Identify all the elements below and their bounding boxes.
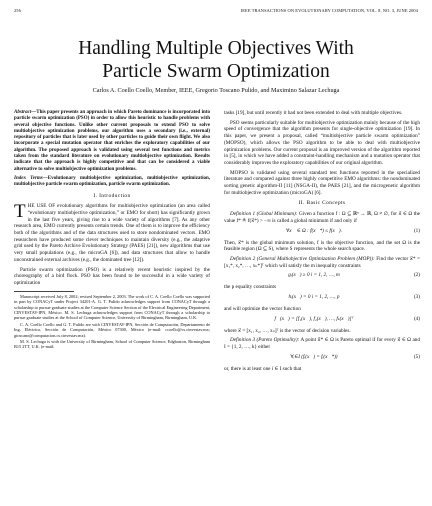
index-terms-lead: Index Terms—	[14, 175, 48, 181]
equation-5	[224, 354, 420, 363]
equation-2-body: gᵢ(x⃗) ≥ 0 i = 1, 2, …, m	[288, 272, 340, 279]
abstract-lead: Abstract—	[14, 110, 37, 115]
definition-1	[224, 211, 420, 224]
abstract	[14, 110, 210, 173]
definition-3-text: A point x⃗* ∈ Ω is Pareto optimal if for every x⃗ ∈ Ω and I = {1, 2, …, k} either	[224, 337, 420, 351]
section-heading-basic-concepts: II. Basic Concepts	[298, 200, 346, 207]
equation-4	[224, 316, 420, 325]
equation-5-body: ∀ᵢ∈I (fᵢ(x⃗) = fᵢ(x⃗*))	[290, 353, 338, 360]
equation-3-body: hᵢ(x⃗) = 0 i = 1, 2, …, p	[288, 294, 340, 301]
intro-paragraph-2: Particle swarm optimization (PSO) is a relatively recent heuristic inspired by the choreography of a bird flock. PSO has been found to be successful in a wide variety of optimization	[14, 266, 210, 286]
equality-constraints-text: the p equality constraints	[224, 284, 277, 291]
journal-header: IEEE TRANSACTIONS ON EVOLUTIONARY COMPUTATION, VOL. 8, NO. 3, JUNE 2004	[240, 8, 418, 13]
title-line-1: Handling Multiple Objectives With	[78, 38, 354, 59]
right-paragraph-3: MOPSO is validated using several standard test functions reported in the specialized literature and compared against three highly competitive EMO algorithms: the nondominated sorting genetic algorithm-II [11] (NSGA-II), the PAES [21], and the microgenetic algorithm for multiobjective optimization (microGA) [6].	[224, 169, 420, 196]
right-column	[224, 110, 420, 376]
equation-1-number: (1)	[413, 227, 420, 234]
last-line: or, there is at least one i ∈ I such that	[224, 365, 302, 372]
equation-1-body: ∀x⃗ ∈ Ω : f(x⃗*) ≤ f(x⃗).	[286, 227, 342, 234]
equation-4-number: (4)	[413, 315, 420, 322]
right-paragraph-1: tasks [19], but until recently it had not been extended to deal with multiple objectives.	[224, 110, 403, 116]
equation-1	[224, 228, 420, 237]
footnote-affiliation-1: C. A. Coello Coello and G. T. Pulido are with CINVESTAV-IPN, Sección de Computación, Departamento de Ing. Eléctrica, Sección de Computación, México 07300, México (e-mail: ccoello@cs.cinvestav.mx; gtoscano@computacion.cs.cinvestav.mx).	[14, 321, 210, 338]
definition-2	[224, 256, 420, 269]
drop-cap: T	[14, 201, 26, 223]
author-list: Carlos A. Coello Coello, Member, IEEE, Gregorio Toscano Pulido, and Maximino Salazar Lechuga	[92, 87, 340, 94]
equation-3	[224, 294, 420, 303]
definition-2-text: Find the vector x⃗* = [x₁*, x₂*, …, xₙ*]ᵀ which will satisfy the m inequality constraints	[224, 255, 420, 269]
equation-2	[224, 272, 420, 281]
definition-1-label: Definition 1 (Global Minimum):	[230, 211, 298, 218]
after-equation-1: Then, x⃗* is the global minimum solution, f is the objective function, and the set Ω is the feasible region (Ω ⊆ S), where S represents the whole search space.	[224, 239, 420, 253]
definition-3	[224, 337, 420, 350]
vector-function-text: and will optimize the vector function	[224, 306, 301, 313]
equation-3-number: (3)	[413, 294, 420, 301]
footnote-manuscript: Manuscript received July 8, 2002; revised September 2, 2003. The work of C. A. Coello Coello was supported in part by CONACyT under Project 34201-A. G. T. Pulido acknowledges support from CONACyT through a scholarship to pursue graduate studies at the Computer Science Section of the Electrical Engineering Department, CINVESTAV-IPN, México. M. S. Lechuga acknowledges support from CONACyT through a scholarship to pursue graduate studies at the School of Computer Science, University of Birmingham, Birmingham, U.K.	[14, 293, 210, 321]
definition-1-text: Given a function f : Ω ⊆ ℝⁿ → ℝ, Ω ≠ ∅, for x⃗ ∈ Ω the value f* ≜ f(x⃗*) > −∞ is called a global minimum if and only if	[224, 211, 420, 224]
intro-paragraph-1-text: HE USE OF evolutionary algorithms for multiobjective optimization (an area called “evolutionary multiobjective optimization,” or EMO for short) has significantly grown in the last five years, giving rise to a wide variety of algorithms [7]. As any other research area, EMO currently presents certain trends. One of them is to improve the efficiency both of the algorithms and of the data structures used to store nondominated vectors. EMO researchers have produced some clever techniques to maintain diversity (e.g., the adaptive grid used by the Pareto Archive Evolutionary Strategy (PAES) [21]), new algorithms that use very small populations (e.g., the microGA [6]), and data structures that allow to handle unconstrained external archives (e.g., the dominated tree [12]).	[14, 203, 210, 263]
equation-4-body: f⃗(x⃗) = [f₁(x⃗), f₂(x⃗), …, fₖ(x⃗)]ᵀ	[274, 315, 354, 322]
definition-2-label: Definition 2 (General Multiobjective Optimization Problem (MOP)):	[230, 255, 375, 262]
page-number: 256	[14, 8, 21, 13]
footnote-affiliation-2: M. S. Lechuga is with the University of Birmingham, School of Computer Science, Edgbaston, Birmingham B15 2TT, U.K. (e-mail:	[14, 338, 210, 350]
equation-2-number: (2)	[413, 272, 420, 279]
definition-3-label: Definition 3 (Pareto Optimality):	[230, 337, 300, 344]
after-equation-4: where x⃗ = [x₁, x₂, …, xₙ]ᵀ is the vector of decision variables.	[224, 327, 351, 334]
title-line-2: Particle Swarm Optimization	[102, 61, 330, 82]
section-heading-introduction: I. Introduction	[93, 192, 131, 199]
footnote-divider	[14, 291, 74, 292]
left-column	[14, 110, 210, 351]
abstract-text: This paper presents an approach in which Pareto dominance is incorporated into particle swarm optimization (PSO) in order to allow this heuristic to handle problems with several objective functions. Unlike other current proposals to extend PSO to solve multiobjective optimization problems, our algorithm uses a secondary (i.e., external) repository of particles that is later used by other particles to guide their own flight. We also incorporate a special mutation operator that enriches the exploratory capabilities of our algorithm. The proposed approach is validated using several test functions and metrics taken from the standard literature on evolutionary multiobjective optimization. Results indicate that the approach is highly competitive and that can be considered a viable alternative to solve multiobjective optimization problems.	[14, 110, 210, 172]
intro-paragraph-1	[14, 203, 210, 263]
right-paragraph-2: PSO seems particularly suitable for multiobjective optimization mainly because of the high speed of convergence that the algorithm presents for single-objective optimization [19]. In this paper, we present a proposal, called “multiobjective particle swarm optimization” (MOPSO), which allows the PSO algorithm to be able to deal with multiobjective optimization problems. Our current proposal is an improved version of the algorithm reported in [5], in which we have added a constraint-handling mechanism and a mutation operator that considerably improves the exploratory capabilities of our original algorithm.	[224, 119, 420, 166]
equation-5-number: (5)	[413, 353, 420, 360]
index-terms	[14, 176, 210, 189]
paper-title	[0, 37, 432, 83]
index-terms-text: Evolutionary multiobjective optimization, multiobjective optimization, multiobjective particle swarm optimization, particle swarm optimization.	[14, 175, 210, 188]
